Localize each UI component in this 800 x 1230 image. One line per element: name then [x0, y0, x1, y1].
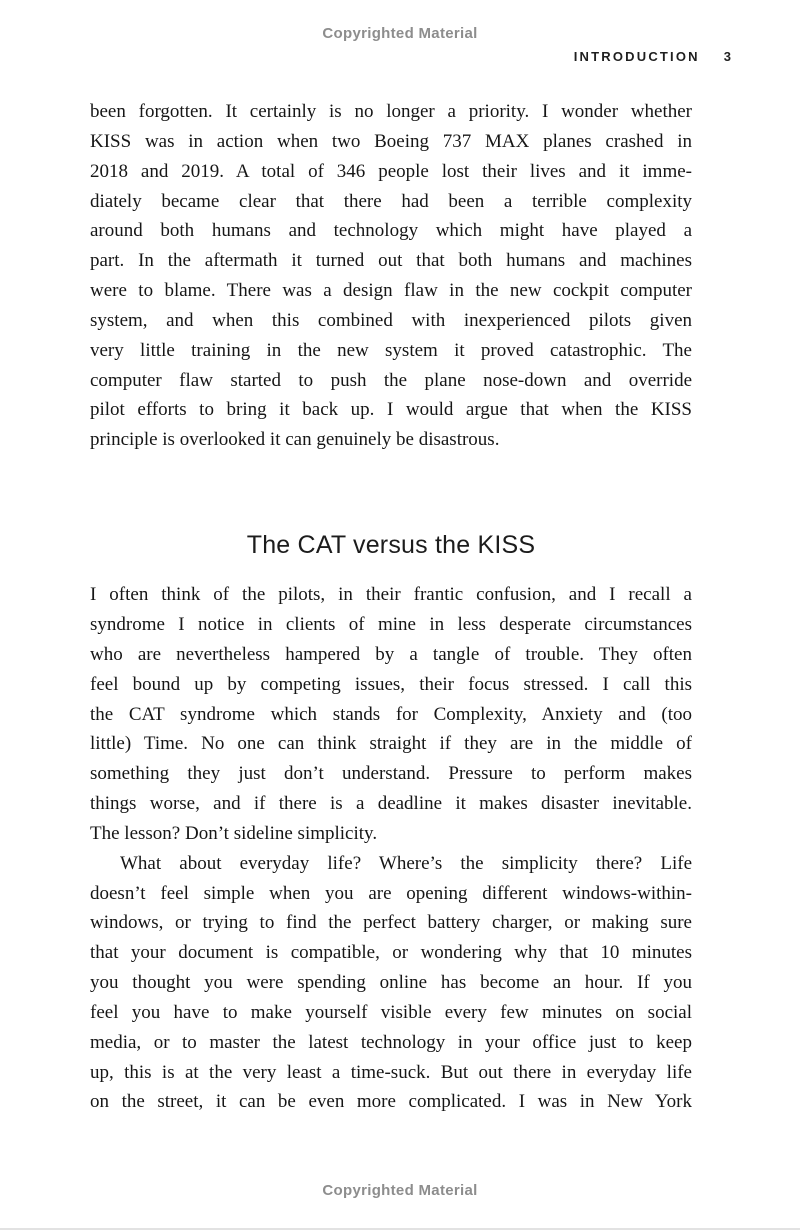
text-line: diately became clear that there had been a terrible complexity	[90, 190, 692, 212]
text-line: feel you have to make yourself visible every few minutes on social	[90, 1001, 692, 1023]
text-line: system, and when this combined with inexperienced pilots given	[90, 309, 692, 331]
text-line: little) Time. No one can think straight if they are in the middle of	[90, 733, 692, 755]
text-line: were to blame. There was a design flaw in the new cockpit computer	[90, 280, 692, 302]
section-heading: The CAT versus the KISS	[246, 531, 536, 560]
text-line: doesn’t feel simple when you are opening different windows-within-	[90, 882, 692, 904]
running-head	[574, 49, 731, 64]
copyright-notice-top: Copyrighted Material	[322, 25, 478, 42]
text-line: pilot efforts to bring it back up. I would argue that when the KISS	[90, 399, 692, 421]
text-line: media, or to master the latest technology in your office just to keep	[90, 1031, 692, 1053]
text-line: principle is overlooked it can genuinely be disastrous.	[90, 429, 500, 451]
copyright-notice-bottom: Copyrighted Material	[322, 1182, 478, 1199]
text-line: windows, or trying to find the perfect battery charger, or making sure	[90, 912, 692, 934]
paragraph-kiss-boeing	[90, 97, 692, 455]
text-line: I often think of the pilots, in their frantic confusion, and I recall a	[90, 584, 692, 606]
text-line: very little training in the new system it proved catastrophic. The	[90, 339, 692, 361]
text-line: who are nevertheless hampered by a tangle of trouble. They often	[90, 643, 692, 665]
text-line: part. In the aftermath it turned out that both humans and machines	[90, 250, 692, 272]
text-line: The lesson? Don’t sideline simplicity.	[90, 822, 378, 844]
text-line: computer flaw started to push the plane nose-down and override	[90, 369, 692, 391]
text-line: been forgotten. It certainly is no longer a priority. I wonder whether	[90, 101, 692, 122]
paragraph-cat-syndrome	[90, 580, 692, 849]
text-line: KISS was in action when two Boeing 737 MAX planes crashed in	[90, 130, 692, 152]
body-text	[90, 97, 692, 1117]
paragraph-everyday-life	[90, 849, 692, 1118]
text-line: something they just don’t understand. Pressure to perform makes	[90, 763, 692, 785]
running-head-title: INTRODUCTION	[573, 49, 700, 64]
text-line: up, this is at the very least a time-suck. But out there in everyday life	[90, 1061, 692, 1083]
text-line: things worse, and if there is a deadline it makes disaster inevitable.	[90, 793, 692, 815]
text-line: that your document is compatible, or wondering why that 10 minutes	[90, 942, 692, 964]
page-number: 3	[723, 49, 731, 64]
text-line: What about everyday life? Where’s the simplicity there? Life	[120, 852, 692, 874]
text-line: feel bound up by competing issues, their focus stressed. I call this	[90, 673, 692, 695]
text-line: 2018 and 2019. A total of 346 people lost their lives and it imme-	[90, 160, 692, 182]
text-line: syndrome I notice in clients of mine in less desperate circumstances	[90, 613, 692, 635]
text-line: on the street, it can be even more complicated. I was in New York	[90, 1091, 692, 1113]
text-line: you thought you were spending online has become an hour. If you	[90, 972, 692, 994]
text-line: around both humans and technology which might have played a	[90, 220, 692, 242]
text-line: the CAT syndrome which stands for Complexity, Anxiety and (too	[90, 703, 692, 725]
